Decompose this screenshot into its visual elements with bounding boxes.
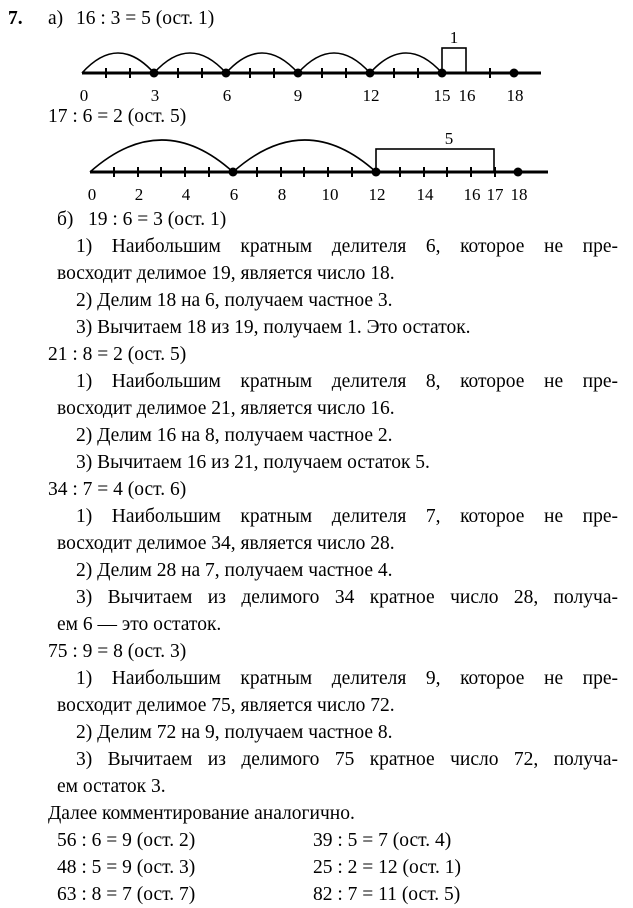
block1-step1-line1: 1) Наибольшим кратным делителя 6, которое не пре- — [76, 236, 618, 257]
tick-label: 6 — [222, 86, 232, 105]
number-line-2-remainder-box — [376, 149, 494, 172]
tick-label: 8 — [277, 185, 287, 204]
tick-label: 16 — [458, 86, 476, 105]
result-item: 25 : 2 = 12 (ост. 1) — [313, 857, 461, 878]
block1-step3: 3) Вычитаем 18 из 19, получаем 1. Это остаток. — [76, 317, 471, 338]
tick-label: 18 — [510, 185, 528, 204]
task-number: 7. — [8, 8, 23, 29]
block3-step2: 2) Делим 28 на 7, получаем частное 4. — [76, 560, 393, 581]
block2-step1-line2: восходит делимое 21, является число 16. — [57, 398, 395, 419]
part-b-label: б) — [57, 209, 74, 230]
number-line-1-remainder-label: 1 — [449, 28, 459, 47]
tick-label: 0 — [79, 86, 89, 105]
tick-label: 14 — [416, 185, 434, 204]
tick-label: 6 — [229, 185, 239, 204]
block2-step2: 2) Делим 16 на 8, получаем частное 2. — [76, 425, 393, 446]
block2-step1-line1: 1) Наибольшим кратным делителя 8, которое не пре- — [76, 371, 618, 392]
tick-label: 12 — [368, 185, 386, 204]
tick-label: 2 — [134, 185, 144, 204]
tick-label: 3 — [150, 86, 160, 105]
block1-step1-line2: восходит делимое 19, является число 18. — [57, 263, 395, 284]
tick-label: 4 — [181, 185, 191, 204]
block3-equation: 34 : 7 = 4 (ост. 6) — [48, 479, 187, 500]
block3-step1-line1: 1) Наибольшим кратным делителя 7, которое не пре- — [76, 506, 618, 527]
tick-label: 10 — [321, 185, 339, 204]
tick-label: 17 — [486, 185, 504, 204]
part-a-equation-1: 16 : 3 = 5 (ост. 1) — [76, 8, 215, 29]
result-item: 63 : 8 = 7 (ост. 7) — [57, 884, 196, 905]
block2-equation: 21 : 8 = 2 (ост. 5) — [48, 344, 187, 365]
block1-step2: 2) Делим 18 на 6, получаем частное 3. — [76, 290, 393, 311]
block4-step1-line1: 1) Наибольшим кратным делителя 9, которое не пре- — [76, 668, 618, 689]
number-line-2-arcs — [90, 140, 376, 172]
result-item: 82 : 7 = 11 (ост. 5) — [313, 884, 461, 905]
tick-label: 12 — [362, 86, 380, 105]
tick-label: 18 — [506, 86, 524, 105]
tick-label: 0 — [87, 185, 97, 204]
number-line-2-remainder-label: 5 — [444, 129, 454, 148]
part-a-equation-2: 17 : 6 = 2 (ост. 5) — [48, 106, 187, 127]
number-line-1-arcs — [82, 53, 442, 73]
block3-step3-line1: 3) Вычитаем из делимого 34 кратное число 28, получа- — [76, 587, 618, 608]
block3-step3-line2: ем 6 — это остаток. — [57, 614, 222, 635]
result-item: 48 : 5 = 9 (ост. 3) — [57, 857, 196, 878]
block3-step1-line2: восходит делимое 34, является число 28. — [57, 533, 395, 554]
tick-label: 15 — [433, 86, 451, 105]
block2-step3: 3) Вычитаем 16 из 21, получаем остаток 5. — [76, 452, 430, 473]
block4-step2: 2) Делим 72 на 9, получаем частное 8. — [76, 722, 393, 743]
block4-equation: 75 : 9 = 8 (ост. 3) — [48, 641, 187, 662]
part-a-label: а) — [48, 8, 64, 29]
number-line-1-remainder-box — [442, 48, 466, 73]
tick-label: 16 — [463, 185, 481, 204]
tick-label: 9 — [293, 86, 303, 105]
block4-step1-line2: восходит делимое 75, является число 72. — [57, 695, 395, 716]
result-item: 39 : 5 = 7 (ост. 4) — [313, 830, 452, 851]
block4-step3-line1: 3) Вычитаем из делимого 75 кратное число 72, получа- — [76, 749, 618, 770]
closing-note: Далее комментирование аналогично. — [48, 803, 355, 824]
part-b-equation-1: 19 : 6 = 3 (ост. 1) — [88, 209, 227, 230]
block4-step3-line2: ем остаток 3. — [57, 776, 166, 797]
result-item: 56 : 6 = 9 (ост. 2) — [57, 830, 196, 851]
